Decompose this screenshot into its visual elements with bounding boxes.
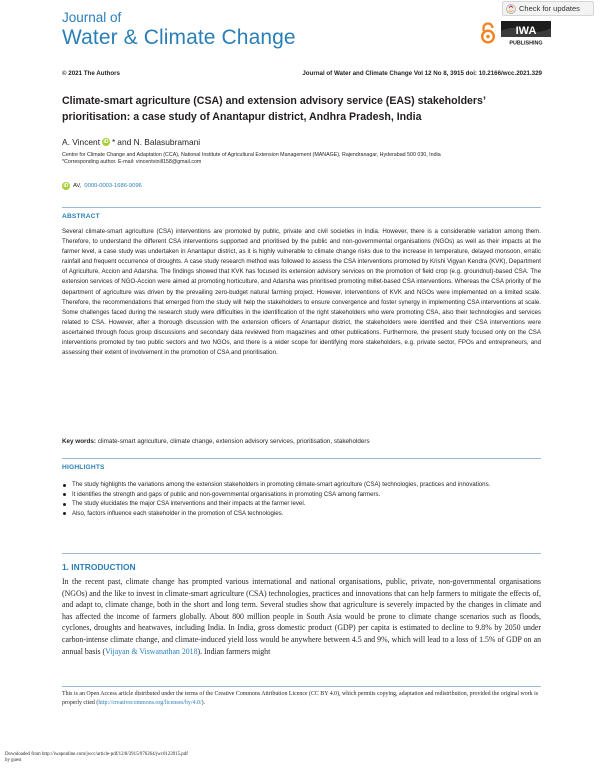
- highlight-item: The study highlights the variations among the extension stakeholders in promoting climate-smart agriculture (CSA) technologies, practices and innovations.: [62, 480, 541, 490]
- orcid-icon[interactable]: iD: [103, 139, 109, 145]
- author-name: and N. Balasubramani: [117, 137, 201, 147]
- iwa-publishing-logo: [501, 21, 551, 47]
- download-note: [5, 752, 188, 764]
- orcid-line: [62, 182, 142, 190]
- keywords-text: climate-smart agriculture, climate change, extension advisory services, prioritisation, stakeholders: [97, 438, 370, 445]
- author-list: [62, 137, 200, 147]
- article-title: Climate-smart agriculture (CSA) and extension advisory service (EAS) stakeholders’ prioritisation: a case study of Anantapur district, Andhra Pradesh, India: [62, 95, 486, 123]
- orcid-icon: iD: [63, 183, 69, 189]
- highlight-item: Also, factors influence each stakeholder in the promotion of CSA technologies.: [62, 509, 541, 519]
- copyright-notice: © 2021 The Authors: [62, 70, 120, 77]
- citation-link[interactable]: Vijayan & Viswanathan 2018: [105, 646, 198, 656]
- license-text-end: ).: [201, 700, 206, 707]
- highlights-list: [62, 480, 541, 518]
- introduction-body: In the recent past, climate change has prompted various international and national organisations, public, private, non-governmental organisations (NGOs) and the like to invest in climate-smart agriculture (CSA) technologies, practices and innovations that can help farmers to mitigate the effects of, and adapt to, climate change, both in the short and long term. Several studies show that agriculture is severely impacted by the changes in climate and has affected the income of farmers globally. About 800 million people in South Asia would be prone to climate change scenarios such as floods, cyclones, droughts and heatwaves, including India. In India, gross domestic product (GDP) per capita is estimated to decline to 9.8% by 2050 under carbon-intense climate change, and climate-induced yield loss would be anywhere between 4.5 and 9%, which will lead to a loss of 1.5% of GDP on an annual basis (: [62, 577, 541, 656]
- keywords-label: Key words:: [62, 438, 96, 445]
- abstract-text: Several climate-smart agriculture (CSA) interventions are promoted by public, private and civil societies in India. However, there is a considerable variation among them. Therefore, to understand the different CSA interventions supported and prioritised by the public and non-governmental organisations (NGOs) as well as their impacts at the farmer level, a case study was undertaken in Anantapur district, as it is highly vulnerable to climate change risks due to the increase in temperature, delayed monsoon, erratic rainfall and frequent occurrence of droughts. A case study research method was followed to assess the CSA interventions promoted by Krishi Vigyan Kendra (KVK), Department of Agriculture, Accion and Adarsha. The findings showed that KVK has focused its extension advisory services on the promotion of field crop (e.g. groundnut)-based CSA. The extension services of NGO-Accion were aimed at promoting horticulture, and Adarsha was prioritised promoting millet-based CSA interventions. Whereas the CSA priority of the department of agriculture was driven by the prevailing zero-budget natural farming project. However, interventions of KVK and NGOs were implemented on a limited scale. Therefore, the recommendations that emerged from the study will help the stakeholders to ensure convergence and foster synergy in implementing CSA interventions at scale. Some challenges faced during the research study were difficulties in the identification of the right stakeholders who were promoting CSA, also their technologies and services related to CSA. However, after a thorough discussion with the extension officers of Anantapur district, the stakeholders were identified and their CSA interventions were ascertained through focus group discussions and secondary data reviewed from magazines and other publications. Furthermore, the present study focused only on the CSA interventions promoted by two public sectors and two NGOs, and there is a wider scope for identifying more stakeholders, e.g. private sector, FPOs and entrepreneurs, and assessing their extent of involvement in the promotion of CSA and prioritisation.: [62, 228, 541, 357]
- introduction-text: [62, 576, 541, 657]
- highlight-item: The study elucidates the major CSA interventions and their impacts at the farmer level.: [62, 499, 541, 509]
- corresponding-mark: *: [112, 137, 116, 147]
- download-line: by guest: [5, 758, 22, 763]
- section-divider: [62, 458, 541, 459]
- check-updates-icon: [506, 4, 516, 14]
- license-footnote: [62, 690, 541, 709]
- affiliation-text: Centre for Climate Change and Adaptation (CCA), National Institute of Agricultural Extension Management (MANAGE), Rajendranagar, Hyderabad 500 030, India: [62, 152, 441, 158]
- license-text: This is an Open Access article distributed under the terms of the Creative Commons Attribution Licence (CC BY 4.0), which permits copying, adaptation and redistribution, provided the original work is properly cited (: [62, 691, 539, 707]
- orcid-link[interactable]: 0000-0003-1686-9096: [84, 183, 142, 189]
- highlight-item: It identifies the strength and gaps of public and non-governmental organisations in promoting CSA among farmers.: [62, 490, 541, 500]
- section-divider: [62, 553, 541, 554]
- article-meta-row: [62, 70, 542, 77]
- corresponding-author-text: *Corresponding author. E-mail: vincentvinill158@gmail.com: [62, 159, 202, 166]
- highlights-heading: HIGHLIGHTS: [62, 464, 105, 471]
- license-link[interactable]: http://creativecommons.org/licenses/by/4.0/: [98, 700, 202, 707]
- check-updates-button[interactable]: [502, 1, 594, 16]
- journal-title-line1: Journal of: [62, 10, 122, 25]
- introduction-body-end: ). Indian farmers might: [197, 646, 271, 656]
- check-updates-label: Check for updates: [519, 4, 580, 13]
- author-name: A. Vincent: [62, 137, 101, 147]
- affiliation-block: [62, 152, 542, 166]
- keywords: [62, 438, 541, 445]
- iwa-logo-subtext: PUBLISHING: [509, 40, 543, 47]
- abstract-heading: ABSTRACT: [62, 213, 100, 220]
- journal-citation: Journal of Water and Climate Change Vol 12 No 8, 3915 doi: 10.2166/wcc.2021.329: [302, 70, 542, 77]
- orcid-label: AV,: [73, 183, 82, 189]
- journal-title-line2: Water & Climate Change: [62, 26, 296, 49]
- section-divider: [62, 207, 541, 208]
- download-line: Downloaded from http://iwaponline.com/jwcc/article-pdf/12/8/3915/976264/jwc0123915.pdf: [5, 752, 188, 757]
- footnote-divider: [62, 686, 541, 687]
- introduction-heading: 1. INTRODUCTION: [62, 562, 136, 572]
- journal-title: [62, 10, 296, 50]
- iwa-logo-text: IWA: [515, 25, 537, 37]
- open-access-icon: [480, 22, 496, 44]
